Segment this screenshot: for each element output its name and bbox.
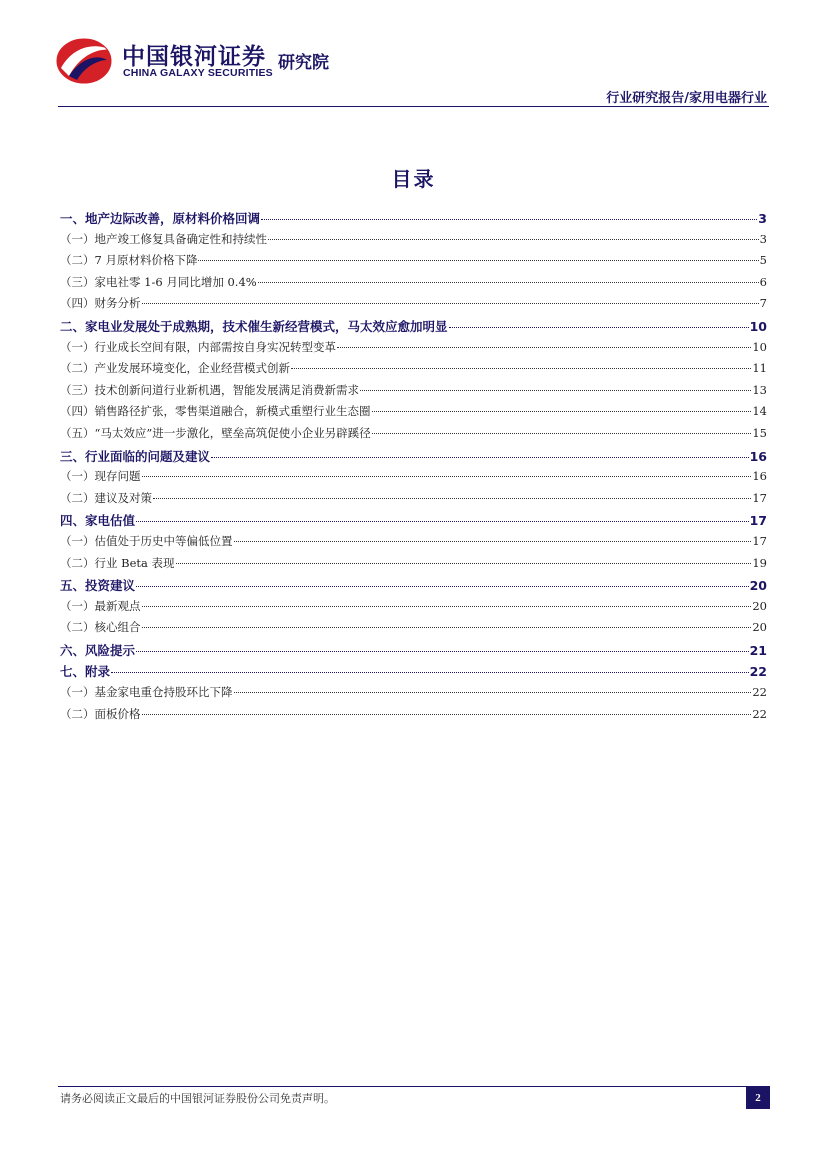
toc-entry-page: 22 xyxy=(752,685,767,700)
toc-dot-leader xyxy=(360,390,751,391)
toc-entry-page: 13 xyxy=(752,382,767,397)
toc-entry-page: 19 xyxy=(752,555,767,570)
logo-institute: 研究院 xyxy=(278,53,329,73)
toc-entry-label: （二）产业发展环境变化，企业经营模式创新 xyxy=(60,361,290,376)
toc-entry-label: 三、行业面临的问题及建议 xyxy=(60,448,211,464)
toc-entry-page: 15 xyxy=(752,425,767,440)
toc-subsection-entry[interactable] xyxy=(60,706,767,728)
toc-entry-page: 10 xyxy=(752,339,767,354)
toc-entry-label: （一）基金家电重仓持股环比下降 xyxy=(60,685,233,700)
page-header xyxy=(0,0,827,110)
toc-subsection-entry[interactable] xyxy=(60,252,767,274)
toc-subsection-entry[interactable] xyxy=(60,360,767,382)
toc-section-entry[interactable] xyxy=(60,662,767,684)
toc-entry-page: 10 xyxy=(749,318,767,334)
toc-subsection-entry[interactable] xyxy=(60,382,767,404)
toc-subsection-entry[interactable] xyxy=(60,231,767,253)
toc-entry-label: 二、家电业发展处于成熟期，技术催生新经营模式，马太效应愈加明显 xyxy=(60,318,448,334)
toc-dot-leader xyxy=(142,303,759,304)
toc-entry-page: 20 xyxy=(752,620,767,635)
toc-entry-page: 20 xyxy=(749,578,767,594)
toc-entry-page: 16 xyxy=(752,469,767,484)
toc-dot-leader xyxy=(142,476,752,477)
toc-section-entry[interactable] xyxy=(60,576,767,598)
toc-entry-page: 3 xyxy=(759,231,767,246)
toc-subsection-entry[interactable] xyxy=(60,533,767,555)
toc-entry-page: 6 xyxy=(759,274,767,289)
toc-entry-page: 14 xyxy=(752,404,767,419)
toc-dot-leader xyxy=(142,627,752,628)
toc-entry-label: 五、投资建议 xyxy=(60,578,136,594)
toc-entry-label: （二）建议及对策 xyxy=(60,490,152,505)
toc-entry-label: 七、附录 xyxy=(60,664,111,680)
toc-entry-label: （二）面板价格 xyxy=(60,706,141,721)
toc-entry-page: 17 xyxy=(749,513,767,529)
toc-section-entry[interactable] xyxy=(60,209,767,231)
toc-dot-leader xyxy=(261,219,757,220)
toc-subsection-entry[interactable] xyxy=(60,403,767,425)
toc-subsection-entry[interactable] xyxy=(60,619,767,641)
toc-dot-leader xyxy=(258,282,759,283)
toc-dot-leader xyxy=(142,606,752,607)
toc-entry-label: （五）“马太效应”进一步激化，壁垒高筑促使小企业另辟蹊径 xyxy=(60,425,371,440)
toc-dot-leader xyxy=(372,411,752,412)
toc-dot-leader xyxy=(234,692,752,693)
toc-entry-label: （一）估值处于历史中等偏低位置 xyxy=(60,533,233,548)
footer-divider xyxy=(58,1086,769,1087)
toc-subsection-entry[interactable] xyxy=(60,339,767,361)
toc-dot-leader xyxy=(449,327,749,328)
toc-section-entry[interactable] xyxy=(60,641,767,663)
toc-dot-leader xyxy=(234,541,752,542)
toc-entry-page: 17 xyxy=(752,533,767,548)
toc-entry-label: 四、家电估值 xyxy=(60,513,136,529)
toc-subsection-entry[interactable] xyxy=(60,598,767,620)
report-type: 行业研究报告/家用电器行业 xyxy=(606,91,767,106)
galaxy-logo-icon xyxy=(55,36,113,86)
toc-dot-leader xyxy=(176,563,752,564)
toc-entry-page: 17 xyxy=(752,490,767,505)
toc-section-entry[interactable] xyxy=(60,511,767,533)
toc-subsection-entry[interactable] xyxy=(60,274,767,296)
toc-dot-leader xyxy=(153,498,751,499)
toc-dot-leader xyxy=(337,347,751,348)
toc-entry-label: （一）行业成长空间有限，内部需按自身实况转型变革 xyxy=(60,339,336,354)
toc-entry-label: 一、地产边际改善，原材料价格回调 xyxy=(60,211,261,226)
header-divider xyxy=(58,106,769,107)
logo-text-en: CHINA GALAXY SECURITIES xyxy=(123,67,273,79)
toc-entry-page: 20 xyxy=(752,598,767,613)
toc-dot-leader xyxy=(198,260,758,261)
logo-text-cn: 中国银河证券 xyxy=(122,44,266,70)
toc-dot-leader xyxy=(211,457,749,458)
toc-entry-label: （三）技术创新问道行业新机遇，智能发展满足消费新需求 xyxy=(60,382,359,397)
toc-subsection-entry[interactable] xyxy=(60,295,767,317)
toc-dot-leader xyxy=(111,672,749,673)
table-of-contents xyxy=(60,209,767,727)
toc-entry-label: （二）行业 Beta 表现 xyxy=(60,555,175,570)
toc-section-entry[interactable] xyxy=(60,317,767,339)
toc-dot-leader xyxy=(136,586,749,587)
toc-dot-leader xyxy=(291,368,751,369)
toc-subsection-entry[interactable] xyxy=(60,684,767,706)
toc-entry-label: （四）财务分析 xyxy=(60,296,141,311)
toc-entry-label: （二）7 月原材料价格下降 xyxy=(60,253,198,268)
footer-disclaimer: 请务必阅读正文最后的中国银河证券股份公司免责声明。 xyxy=(60,1092,335,1105)
toc-entry-page: 22 xyxy=(752,706,767,721)
toc-subsection-entry[interactable] xyxy=(60,425,767,447)
toc-title: 目录 xyxy=(391,167,436,191)
toc-entry-label: （一）最新观点 xyxy=(60,598,141,613)
toc-entry-label: （三）家电社零 1-6 月同比增加 0.4% xyxy=(60,274,257,289)
toc-entry-page: 5 xyxy=(759,253,767,268)
toc-entry-label: （二）核心组合 xyxy=(60,620,141,635)
toc-dot-leader xyxy=(372,433,752,434)
toc-section-entry[interactable] xyxy=(60,447,767,469)
toc-entry-page: 3 xyxy=(758,211,767,226)
toc-dot-leader xyxy=(136,521,749,522)
toc-entry-label: （四）销售路径扩张，零售渠道融合，新模式重塑行业生态圈 xyxy=(60,404,371,419)
toc-entry-label: 六、风险提示 xyxy=(60,642,136,658)
toc-entry-label: （一）地产竣工修复具备确定性和持续性 xyxy=(60,231,267,246)
toc-entry-page: 7 xyxy=(759,296,767,311)
toc-dot-leader xyxy=(136,651,749,652)
toc-subsection-entry[interactable] xyxy=(60,490,767,512)
page-number: 2 xyxy=(746,1086,770,1109)
toc-entry-page: 21 xyxy=(749,642,767,658)
toc-entry-page: 16 xyxy=(749,448,767,464)
toc-dot-leader xyxy=(142,714,752,715)
toc-subsection-entry[interactable] xyxy=(60,555,767,577)
toc-subsection-entry[interactable] xyxy=(60,468,767,490)
toc-entry-label: （一）现存问题 xyxy=(60,469,141,484)
toc-dot-leader xyxy=(268,239,759,240)
toc-entry-page: 22 xyxy=(749,664,767,680)
toc-entry-page: 11 xyxy=(752,361,767,376)
